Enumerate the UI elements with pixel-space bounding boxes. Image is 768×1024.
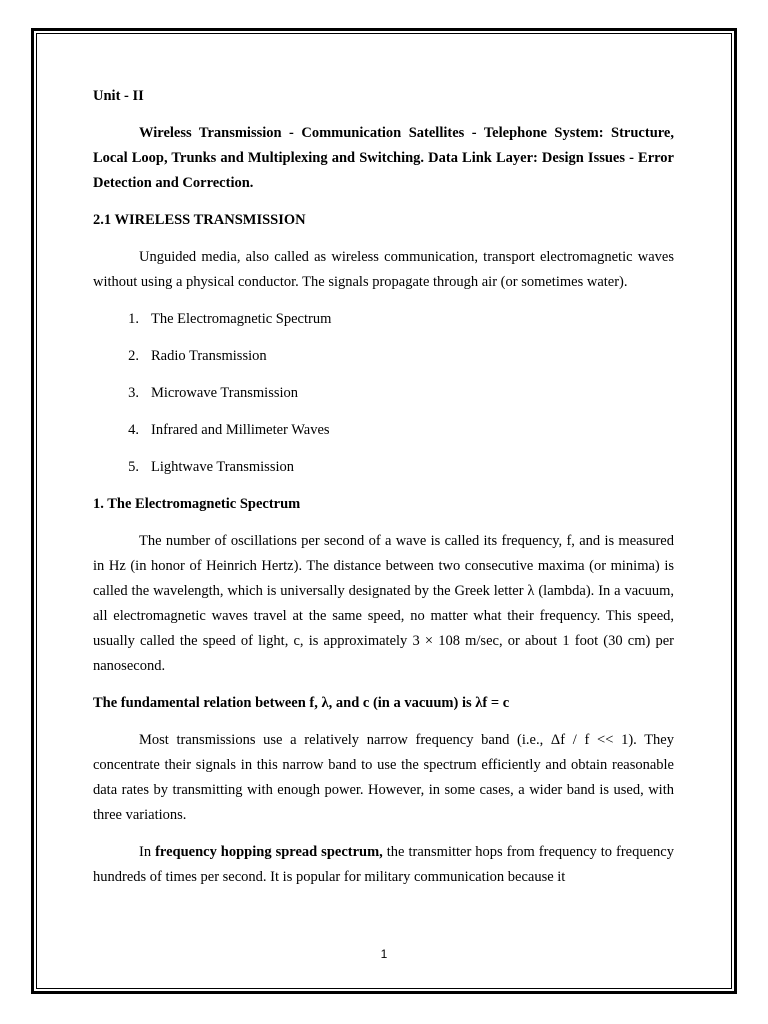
document-body <box>93 84 674 902</box>
list-item <box>93 418 674 443</box>
relation-statement: The fundamental relation between f, λ, and c (in a vacuum) is λf = c <box>93 695 510 711</box>
topic-list <box>93 307 674 480</box>
page-number: 1 <box>380 947 388 961</box>
list-item <box>93 344 674 369</box>
intro-paragraph: Unguided media, also called as wireless communication, transport electromagnetic waves without using a physical conductor. The signals propagate through air (or sometimes water). <box>93 249 674 290</box>
spectrum-paragraph: The number of oscillations per second of a wave is called its frequency, f, and is measured in Hz (in honor of Heinrich Hertz). The distance between two consecutive maxima (or minima) is called the wavelength, which is universally designated by the Greek letter λ (lambda). In a vacuum, all electromagnetic waves travel at the same speed, no matter what their frequency. This speed, usually called the speed of light, c, is approximately 3 × 108 m/sec, or about 1 foot (30 cm) per nanosecond. <box>93 533 674 674</box>
list-item-label: Infrared and Millimeter Waves <box>151 422 330 438</box>
list-item-label: Microwave Transmission <box>151 385 299 401</box>
narrow-band-paragraph: Most transmissions use a relatively narrow frequency band (i.e., Δf / f << 1). They concentrate their signals in this narrow band to use the spectrum efficiently and obtain reasonable data rates by transmitting with enough power. However, in some cases, a wider band is used, with three variations. <box>93 732 674 823</box>
list-item-number: 4. <box>128 422 139 438</box>
list-item-label: Radio Transmission <box>151 348 267 364</box>
fhss-rest: the transmitter hops from frequency to frequency hundreds of times per second. It is popular for military communication because it <box>93 844 674 885</box>
list-item-number: 3. <box>128 385 139 401</box>
list-item-label: The Electromagnetic Spectrum <box>151 311 332 327</box>
fhss-lead: In <box>139 844 156 860</box>
list-item-label: Lightwave Transmission <box>151 459 294 475</box>
list-item-number: 1. <box>128 311 139 327</box>
section-heading: 2.1 WIRELESS TRANSMISSION <box>93 212 306 228</box>
list-item <box>93 307 674 332</box>
list-item-number: 5. <box>128 459 139 475</box>
syllabus-paragraph: Wireless Transmission - Communication Satellites - Telephone System: Structure, Local Loop, Trunks and Multiplexing and Switching. Data Link Layer: Design Issues - Error Detection and Correction. <box>93 125 674 191</box>
list-item <box>93 455 674 480</box>
list-item-number: 2. <box>128 348 139 364</box>
fhss-paragraph <box>93 840 674 890</box>
subheading: 1. The Electromagnetic Spectrum <box>93 496 301 512</box>
list-item <box>93 381 674 406</box>
fhss-term: frequency hopping spread spectrum, <box>155 844 383 860</box>
unit-title: Unit - II <box>93 88 144 104</box>
